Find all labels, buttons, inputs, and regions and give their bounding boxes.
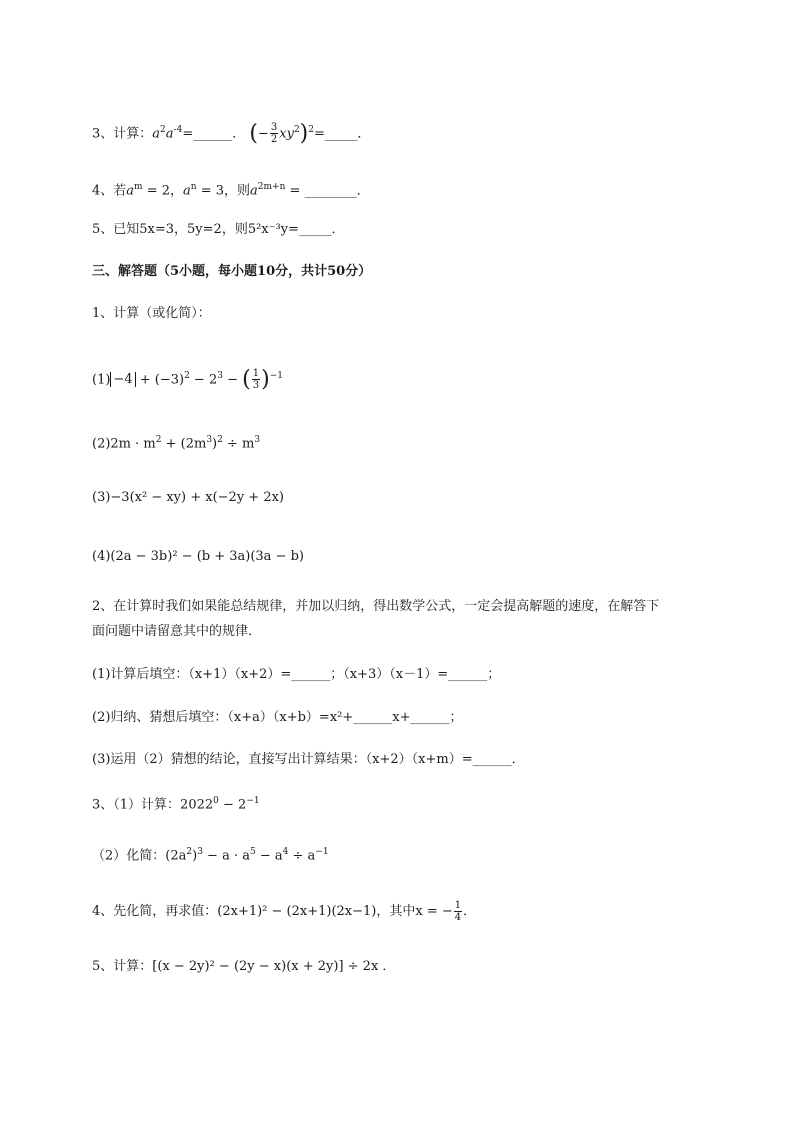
problem-5: 5、计算：[(x − 2y)² − (2y − x)(x + 2y)] ÷ 2x ． [92,959,396,974]
problem-1-part-4: (4)(2a − 3b)² − (b + 3a)(3a − b) [92,549,304,564]
problem-1-part-2: $(2)2m \cdot m^2 + (2m^3)^2 \div m^3$ [92,435,261,452]
fraction: $\frac{3}{2}$ [270,122,278,146]
problem-2-part-3: (3)运用（2）猜想的结论，直接写出计算结果：（x+2）（x+m）=______． [92,752,525,767]
problem-3-part-2: （2）化简：$(2a^2)^3 - a \cdot a^5 - a^4 \div a^{-1}$ [92,847,329,864]
question-5: 5、已知5x=3，5y=2，则5²x⁻³y=_____． [92,222,345,237]
problem-1-title: 1、计算（或化简）： [92,306,211,321]
problem-1-part-3: (3)−3(x² − xy) + x(−2y + 2x) [92,490,284,505]
problem-2-part-1: (1)计算后填空：（x+1）（x+2）=______；（x+3）（x－1）=______； [92,667,501,682]
question-4: 4、若$a^m = 2$，$a^n = 3$，则$a^{2m+n}$ = ________． [92,182,370,199]
problem-2-intro-line-2: 面问题中请留意其中的规律． [92,624,262,639]
problem-2-part-2: (2)归纳、猜想后填空：（x+a）（x+b）=x²+______x+______； [92,710,463,725]
question-3: 3、计算：$a^2a^{-4}=\_\_\_\_\_\_$． (− $\frac{3}{2}$ $xy^2)^2=\_\_\_\_\_$． [92,120,371,146]
problem-1-part-1: $(1) -4 + (-3)^2 - 2^3$ − ( $\frac{1}{3}$ )$^{-1}$ [92,366,283,392]
problem-2-intro-line-1: 2、在计算时我们如果能总结规律，并加以归纳，得出数学公式，一定会提高解题的速度，在解答下 [92,599,660,614]
problem-3-part-1: 3、（1）计算：$2022^0 - 2^{-1}$ [92,796,260,813]
section-title: 三、解答题（5小题，每小题10分，共计50分） [92,264,372,279]
problem-4: 4、先化简，再求值：(2x+1)² − (2x+1)(2x−1)，其中x = − $\frac{1}{4}$ ． [92,900,477,923]
